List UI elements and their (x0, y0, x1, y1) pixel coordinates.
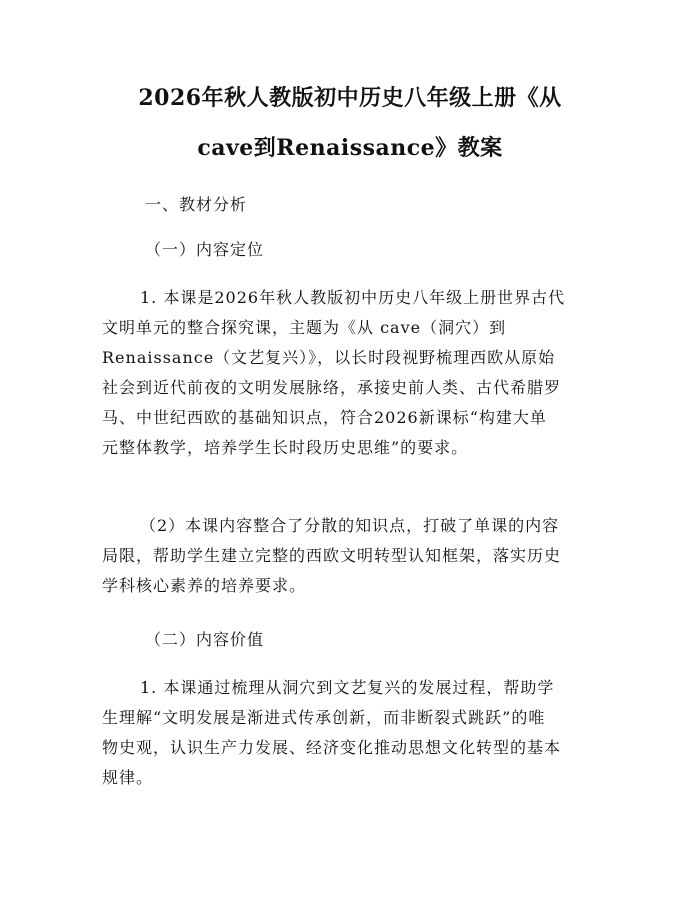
paragraph-content-value-1 (102, 673, 600, 793)
paragraph-line: （2）本课内容整合了分散的知识点，打破了单课的内容 (140, 516, 560, 535)
document-title-line-2: cave到Renaissance》教案 (197, 135, 503, 161)
paragraph-line: 1. 本课是2026年秋人教版初中历史八年级上册世界古代 (140, 288, 566, 307)
document-title-line-1: 2026年秋人教版初中历史八年级上册《从 (138, 85, 562, 111)
paragraph-line: 生理解“文明发展是渐进式传承创新，而非断裂式跳跃”的唯 (102, 708, 546, 727)
section-heading-textbook-analysis: 一、教材分析 (145, 195, 248, 214)
paragraph-line: 元整体教学，培养学生长时段历史思维”的要求。 (102, 438, 469, 457)
paragraph-line: Renaissance（文艺复兴）》，以长时段视野梳理西欧从原始 (102, 348, 556, 367)
paragraph-line: 局限，帮助学生建立完整的西欧文明转型认知框架，落实历史 (102, 546, 562, 565)
paragraph-line: 学科核心素养的培养要求。 (102, 576, 307, 595)
paragraph-line: 物史观，认识生产力发展、经济变化推动思想文化转型的基本 (102, 738, 562, 757)
paragraph-line: 1. 本课通过梳理从洞穴到文艺复兴的发展过程，帮助学 (140, 678, 555, 697)
paragraph-content-positioning-1 (102, 283, 600, 463)
paragraph-line: 社会到近代前夜的文明发展脉络，承接史前人类、古代希腊罗 (102, 378, 562, 397)
subsection-heading-content-value: （二）内容价值 (145, 630, 265, 649)
paragraph-line: 文明单元的整合探究课，主题为《从 cave（洞穴）到 (102, 318, 507, 337)
subsection-heading-content-positioning: （一）内容定位 (145, 240, 265, 259)
paragraph-line: 马、中世纪西欧的基础知识点，符合2026新课标“构建大单 (102, 408, 547, 427)
paragraph-content-positioning-2 (102, 511, 600, 601)
paragraph-line: 规律。 (102, 768, 154, 787)
